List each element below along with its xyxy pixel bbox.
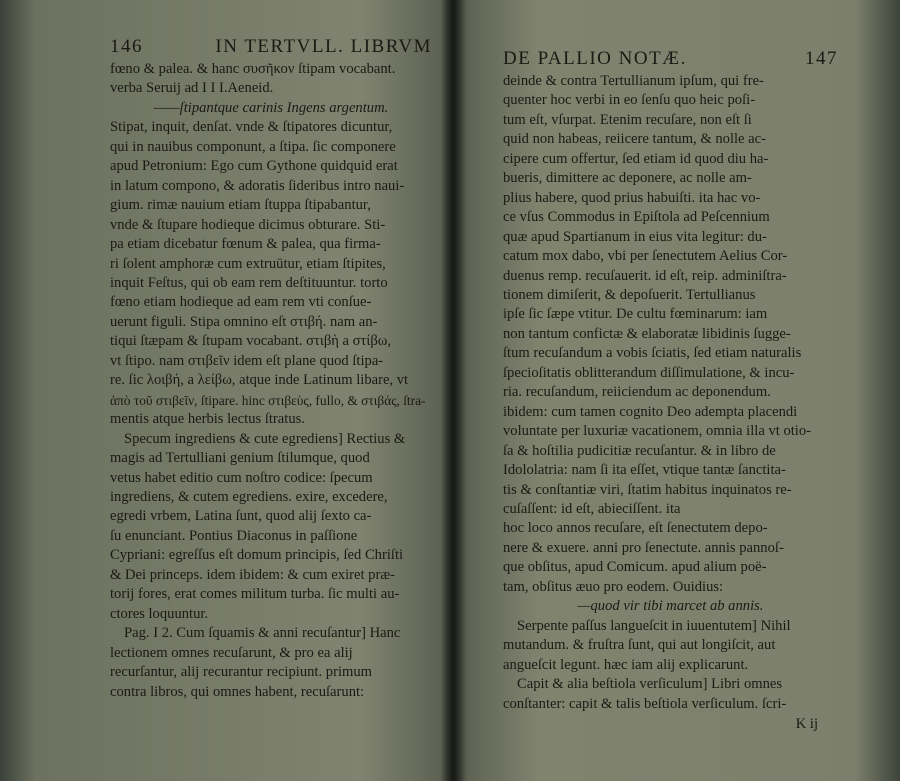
left-running-head: IN TERTVLL. LIBRVM [215,36,432,57]
left-page-number: 146 [110,36,143,57]
right-header [503,46,838,72]
text-line: gium. rimæ nauium etiam ſtuppa ſtipabantur, [110,197,371,214]
text-line: re. ſic λοιβή, a λείβω, atque inde Latinum libare, vt [110,372,409,389]
text-line: ſpecioſitatis oblitterandum diſſimulatione, & incu- [503,364,795,381]
right-page-number: 147 [805,48,838,69]
text-line: tiqui ſtæpam & ſtupam vocabant. στιβὴ a στίβω, [110,333,392,350]
text-line: deinde & contra Tertullianum ipſum, qui fre- [503,73,764,89]
right-body [503,72,838,714]
text-line: Capit & alia beſtiola verſiculum] Libri omnes [517,676,783,693]
left-body [110,60,432,702]
text-line: ſtum recuſandum a vobis ſciatis, ſed etiam naturalis [503,345,802,362]
text-line: voluntate per luxuriæ vacationem, omnia illa vt otio- [503,423,812,440]
text-line: mentis atque herbis lectus ſtratus. [110,411,305,428]
text-line: catum mox dabo, vbi per ſenectutem Aelius Cor- [503,248,788,265]
text-line: tam, obſitus æuo pro eodem. Ouidius: [503,578,724,595]
text-line: tis & conſtantiæ viri, ſtatim habitus inquinatos re- [503,481,792,498]
text-line: tionem dimiſerit, & depoſuerit. Tertullianus [503,286,756,303]
text-line: apud Petronium: Ego cum Gythone quidquid erat [110,158,398,175]
text-line: ctores loquuntur. [110,605,209,622]
text-line: egredi vrbem, Latina ſunt, quod alij ſexto ca- [110,508,372,525]
signature-mark: K ij [795,715,818,732]
right-page [455,0,900,781]
text-line: fœno & palea. & hanc συσῆκον ſtipam vocabant. [110,61,396,77]
text-line: uerunt figuli. Stipa omnino eſt στιβή. nam an- [110,313,378,330]
text-line: Idololatria: nam ſi ita eſſet, vtique tantæ ſanctita- [503,462,786,479]
text-line: Stipat, inquit, denſat. vnde & ſtipatores dicuntur, [110,119,393,136]
text-line: verba Seruij ad I I I.Aeneid. [110,80,274,97]
text-line: quæ apud Spartianum in eius vita legitur: du- [503,228,767,245]
text-line: ce vſus Commodus in Epiſtola ad Peſcennium [503,209,770,226]
text-line: cuſaſſent: id eſt, abieciſſent. ita [503,500,681,517]
text-line: nere & exuere. anni pro ſenectute. annis pannoſ- [503,539,784,556]
text-line: ria. recuſandum, reiiciendum ac deponendum. [503,384,771,401]
text-line: qui in nauibus componunt, a ſtipa. ſic componere [110,138,396,155]
text-line: conſtanter: capit & talis beſtiola verſiculum. ſcri- [503,695,787,712]
text-line: inquit Feſtus, qui ob eam rem deſtituuntur. torto [110,274,388,291]
text-line: ingrediens, & cutem egrediens. exire, excedere, [110,488,388,505]
text-line: quid non habeas, reiicere tantum, & nolle ac- [503,131,766,148]
text-line: contra libros, qui omnes habent, recuſarunt: [110,683,365,700]
text-line: plius habere, quod prius habuiſti. ita hac vo- [503,189,761,206]
text-line: fœno etiam hodieque ad eam rem vti conſue- [110,294,372,311]
text-line: pa etiam dicebatur fœnum & palea, qua firma- [110,236,381,253]
text-line: lectionem omnes recuſarunt, & pro ea alij [110,644,353,661]
text-line: ἀπὸ τοῦ στιβεῖν, ſtipare. hinc στιβεὺς, fullo, & στιβάς, ſtra- [110,392,426,408]
text-line: torij fores, erat comes militum turba. ſic multi au- [110,586,400,603]
text-line: bueris, dimittere ac deponere, ac nolle am- [503,170,752,187]
text-line: hoc loco annos recuſare, eſt ſenectutem depo- [503,520,768,537]
text-line: Specum ingrediens & cute egrediens] Rectius & [124,430,406,447]
text-line: ri ſolent amphoræ cum extruūtur, etiam ſtipites, [110,255,386,272]
text-line: —quod vir tibi marcet ab annis. [577,598,764,615]
text-line: magis ad Tertulliani genium ſtilumque, quod [110,450,370,467]
text-line: & Dei princeps. idem ibidem: & cum exiret præ- [110,566,395,583]
text-line: mutandum. & fruſtra ſunt, qui aut longiſcit, aut [503,637,776,654]
text-line: duenus remp. recuſauerit. id eſt, reip. adminiſtra- [503,267,787,284]
left-header [110,34,432,60]
right-running-head: DE PALLIO NOTÆ. [503,48,687,69]
text-line: que obſitus, apud Comicum. apud alium poë- [503,559,767,576]
text-line: cipere cum offertur, ſed etiam id quod diu ha- [503,150,769,167]
text-line: Pag. I 2. Cum ſquamis & anni recuſantur] Hanc [124,625,401,642]
text-line: vnde & ſtupare hodieque dicimus obturare. Sti- [110,216,386,233]
text-line: tum eſt, vſurpat. Etenim recuſare, non eſt ſi [503,111,752,128]
text-line: in latum compono, & adoratis ſideribus intro naui- [110,177,405,194]
text-line: ibidem: cum tamen cognito Deo adempta placendi [503,403,798,420]
text-line: ——ſtipantque carinis Ingens argentum. [153,99,389,116]
text-line: angueſcit legunt. hæc iam alij explicarunt. [503,656,749,673]
text-line: Serpente paſſus langueſcit in iuuentutem] Nihil [517,617,791,634]
text-line: ſa & hoſtilia pudicitiæ recuſantur. & in libro de [503,442,776,459]
text-line: vetus habet editio cum noſtro codice: ſpecum [110,469,373,486]
text-line: Cypriani: egreſſus eſt domum principis, ſed Chriſti [110,547,404,564]
text-line: ſu enunciant. Pontius Diaconus in paſſione [110,527,358,544]
text-line: vt ſtipo. nam στιβεῖν idem eſt plane quod ſtipa- [110,352,384,369]
text-line: ipſe ſic ſæpe vtitur. De cultu fœminarum: iam [503,306,768,323]
text-line: quenter hoc verbi in eo ſenſu quo heic poſi- [503,92,756,109]
right-page-text [503,46,838,734]
left-page-text [110,34,432,702]
text-line: recurſantur, alij recurantur recipiunt. primum [110,664,372,681]
text-line: non tantum confictæ & elaboratæ libidinis ſugge- [503,325,791,342]
